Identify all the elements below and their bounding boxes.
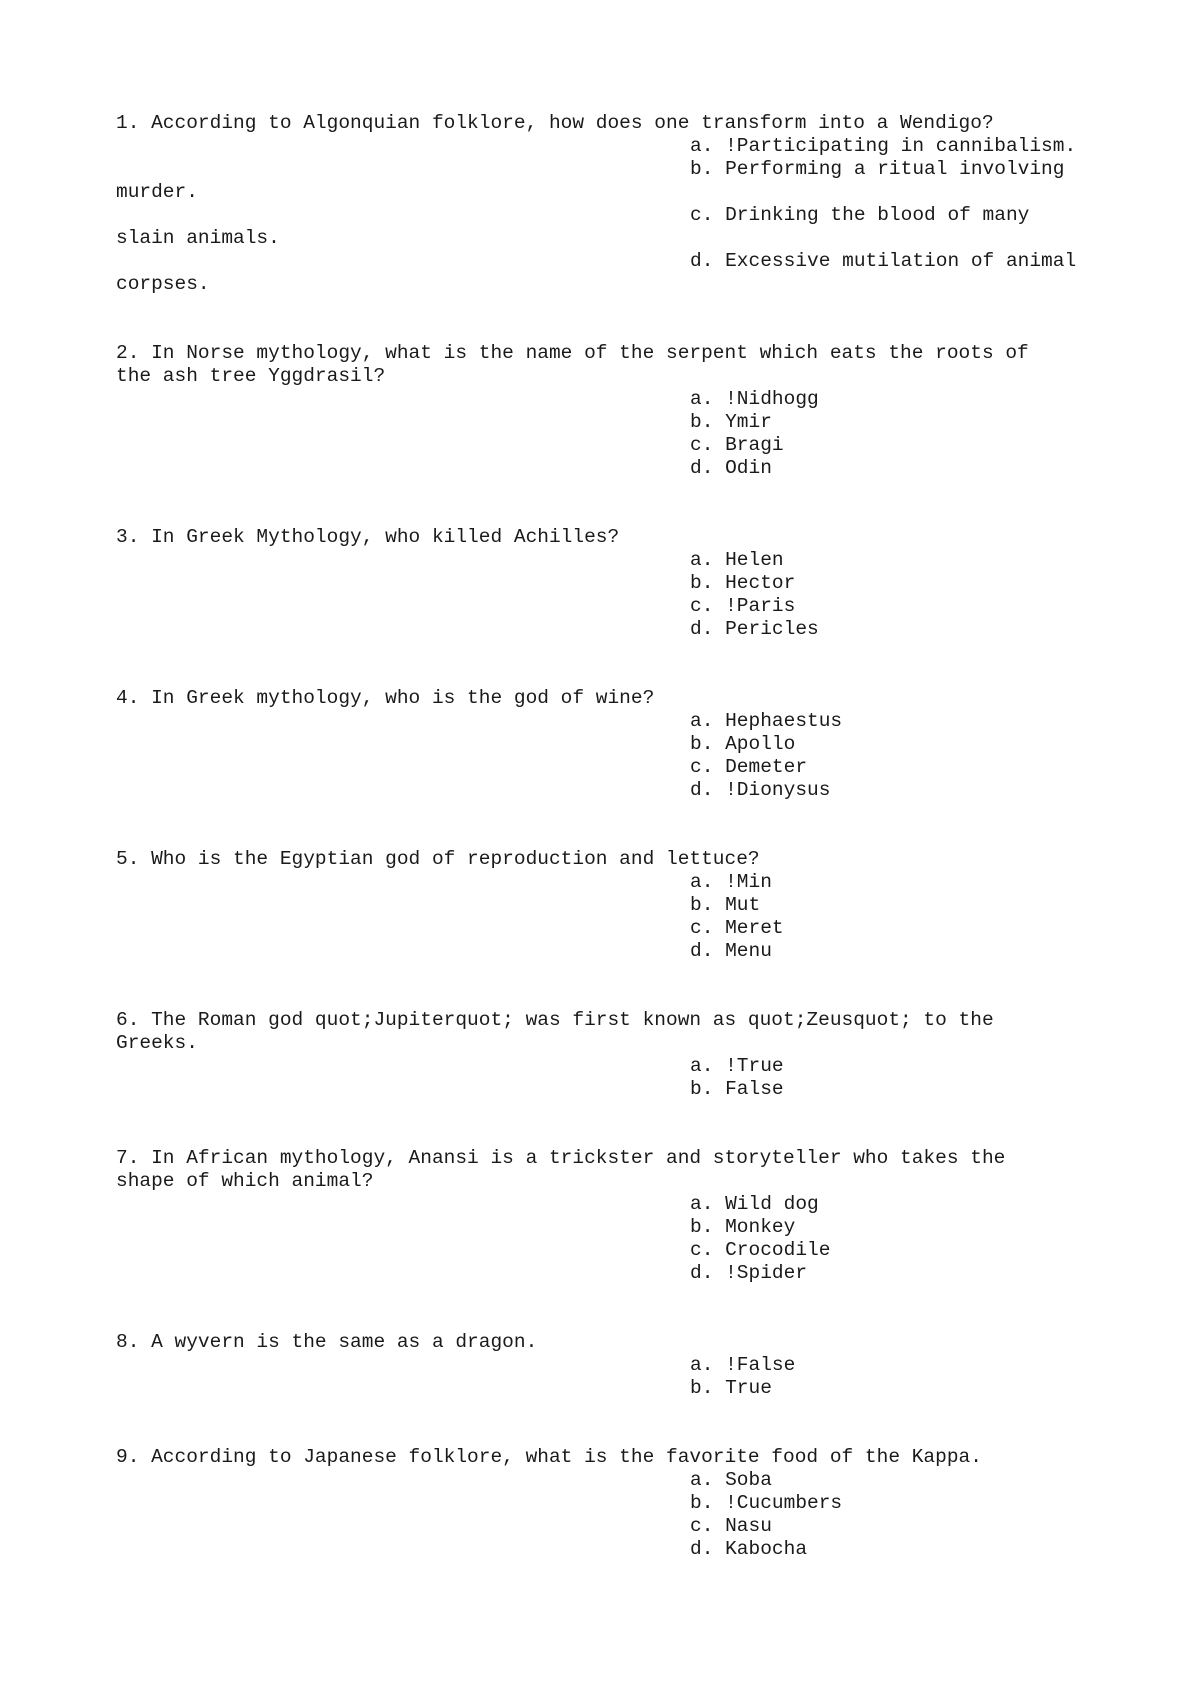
option-label: b. True bbox=[690, 1377, 772, 1399]
question-text: 7. In African mythology, Anansi is a trickster and storyteller who takes the bbox=[116, 1147, 1006, 1169]
option-label: b. Performing a ritual involving bbox=[690, 158, 1065, 180]
option-label: b. !Cucumbers bbox=[690, 1492, 843, 1514]
answer-option bbox=[116, 1078, 1116, 1101]
answer-option bbox=[116, 1377, 1116, 1400]
answer-option bbox=[116, 204, 1116, 227]
answer-option bbox=[116, 135, 1116, 158]
option-label: b. Mut bbox=[690, 894, 761, 916]
question-text: 4. In Greek mythology, who is the god of wine? bbox=[116, 687, 655, 709]
answer-option bbox=[116, 1492, 1116, 1515]
option-label: a. !Min bbox=[690, 871, 772, 893]
option-label: c. Bragi bbox=[690, 434, 784, 456]
option-label: c. Drinking the blood of many bbox=[690, 204, 1030, 226]
question-spacer bbox=[116, 641, 1116, 687]
answer-option bbox=[116, 871, 1116, 894]
answer-option bbox=[116, 388, 1116, 411]
question-7 bbox=[116, 1147, 1116, 1285]
answer-option bbox=[116, 940, 1116, 963]
answer-option bbox=[116, 411, 1116, 434]
question-text: 3. In Greek Mythology, who killed Achilles? bbox=[116, 526, 620, 548]
question-list bbox=[116, 112, 1116, 1561]
option-label: a. Hephaestus bbox=[690, 710, 843, 732]
option-label: c. Meret bbox=[690, 917, 784, 939]
option-label: a. Soba bbox=[690, 1469, 772, 1491]
question-2 bbox=[116, 342, 1116, 480]
question-4 bbox=[116, 687, 1116, 802]
answer-option bbox=[116, 1262, 1116, 1285]
answer-option bbox=[116, 1515, 1116, 1538]
question-9 bbox=[116, 1446, 1116, 1561]
answer-option bbox=[116, 894, 1116, 917]
option-label: b. False bbox=[690, 1078, 784, 1100]
question-text: the ash tree Yggdrasil? bbox=[116, 365, 386, 387]
answer-option bbox=[116, 457, 1116, 480]
option-label: c. Nasu bbox=[690, 1515, 772, 1537]
question-spacer bbox=[116, 480, 1116, 526]
answer-option bbox=[116, 779, 1116, 802]
answer-option bbox=[116, 250, 1116, 273]
question-5 bbox=[116, 848, 1116, 963]
option-label: c. !Paris bbox=[690, 595, 796, 617]
question-6 bbox=[116, 1009, 1116, 1101]
answer-option bbox=[116, 917, 1116, 940]
option-label: b. Apollo bbox=[690, 733, 796, 755]
question-text: 6. The Roman god quot;Jupiterquot; was first known as quot;Zeusquot; to the bbox=[116, 1009, 994, 1031]
option-label: b. Monkey bbox=[690, 1216, 796, 1238]
option-label: d. !Dionysus bbox=[690, 779, 831, 801]
option-label: c. Crocodile bbox=[690, 1239, 831, 1261]
answer-option bbox=[116, 1193, 1116, 1216]
option-label: a. !Participating in cannibalism. bbox=[690, 135, 1077, 157]
answer-option bbox=[116, 1538, 1116, 1561]
question-text: Greeks. bbox=[116, 1032, 198, 1054]
answer-option bbox=[116, 710, 1116, 733]
answer-option bbox=[116, 434, 1116, 457]
question-spacer bbox=[116, 963, 1116, 1009]
question-spacer bbox=[116, 802, 1116, 848]
option-wrap-text: murder. bbox=[116, 181, 198, 203]
question-text: 5. Who is the Egyptian god of reproduction and lettuce? bbox=[116, 848, 760, 870]
option-label: d. Menu bbox=[690, 940, 772, 962]
answer-option bbox=[116, 158, 1116, 181]
option-label: b. Hector bbox=[690, 572, 796, 594]
question-text: 1. According to Algonquian folklore, how does one transform into a Wendigo? bbox=[116, 112, 994, 134]
option-label: a. Helen bbox=[690, 549, 784, 571]
option-label: d. !Spider bbox=[690, 1262, 808, 1284]
option-label: a. !False bbox=[690, 1354, 796, 1376]
answer-option bbox=[116, 733, 1116, 756]
question-spacer bbox=[116, 1101, 1116, 1147]
question-text: 9. According to Japanese folklore, what is the favorite food of the Kappa. bbox=[116, 1446, 982, 1468]
option-label: d. Odin bbox=[690, 457, 772, 479]
question-text: 2. In Norse mythology, what is the name of the serpent which eats the roots of bbox=[116, 342, 1029, 364]
question-text: shape of which animal? bbox=[116, 1170, 374, 1192]
question-1 bbox=[116, 112, 1116, 296]
option-label: d. Pericles bbox=[690, 618, 819, 640]
question-3 bbox=[116, 526, 1116, 641]
option-label: c. Demeter bbox=[690, 756, 808, 778]
option-wrap-text: corpses. bbox=[116, 273, 210, 295]
option-label: d. Excessive mutilation of animal bbox=[690, 250, 1077, 272]
answer-option bbox=[116, 1354, 1116, 1377]
answer-option bbox=[116, 1055, 1116, 1078]
answer-option bbox=[116, 756, 1116, 779]
option-label: b. Ymir bbox=[690, 411, 772, 433]
question-spacer bbox=[116, 1400, 1116, 1446]
question-8 bbox=[116, 1331, 1116, 1400]
option-label: d. Kabocha bbox=[690, 1538, 808, 1560]
option-label: a. !Nidhogg bbox=[690, 388, 819, 410]
answer-option bbox=[116, 572, 1116, 595]
option-label: a. Wild dog bbox=[690, 1193, 819, 1215]
answer-option bbox=[116, 1239, 1116, 1262]
answer-option bbox=[116, 549, 1116, 572]
option-label: a. !True bbox=[690, 1055, 784, 1077]
question-spacer bbox=[116, 1285, 1116, 1331]
answer-option bbox=[116, 1469, 1116, 1492]
answer-option bbox=[116, 1216, 1116, 1239]
question-spacer bbox=[116, 296, 1116, 342]
question-text: 8. A wyvern is the same as a dragon. bbox=[116, 1331, 538, 1353]
answer-option bbox=[116, 618, 1116, 641]
option-wrap-text: slain animals. bbox=[116, 227, 280, 249]
answer-option bbox=[116, 595, 1116, 618]
